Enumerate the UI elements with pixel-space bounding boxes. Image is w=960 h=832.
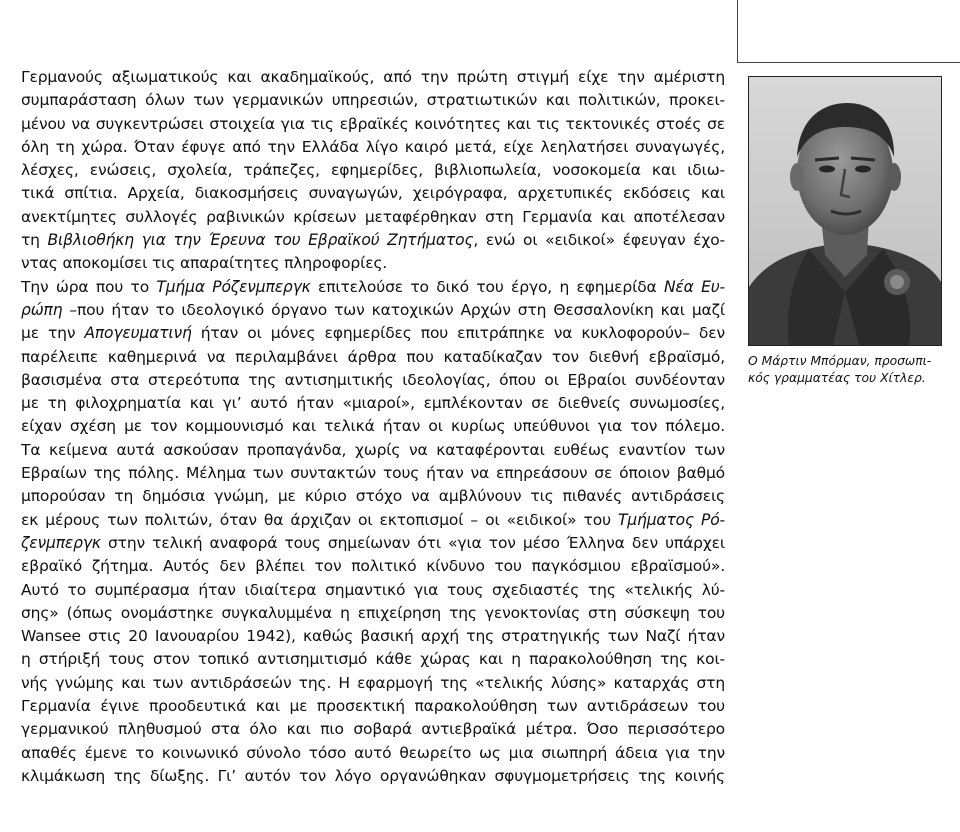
text-line [21,742,725,765]
text-segment: ανεκτίμητες συλλογές ραβινικών κρίσεων μεταφέρθηκαν στη Γερμανία και αποτέλεσαν [21,207,725,226]
text-line [21,485,725,508]
text-line [21,322,725,345]
text-line [21,532,725,555]
italic-title: Τμήματος Ρό- [617,510,725,529]
text-segment: Γερμανούς αξιωματικούς και ακαδημαϊκούς, από την πρώτη στιγμή είχε την αμέριστη [21,68,725,86]
text-line [21,66,725,89]
text-segment: Την ώρα που το [21,277,157,296]
text-line [21,113,725,136]
text-segment: απαθές έμενε το κοινωνικό σύνολο τόσο αυτό θεωρείτο ως μια σιωπηρή άδεια για την [21,743,725,762]
text-line [21,695,725,718]
text-line [21,765,725,788]
text-segment: μένου να συγκεντρώσει στοιχεία για τις εβραϊκές κοινότητες και τις τεκτονικές στοές σε [21,114,725,133]
text-line [21,648,725,671]
text-line [21,182,725,205]
text-segment: επιτελούσε το δικό του έργο, η εφημερίδα [310,277,664,296]
text-segment: είχαν σχέση με τον κομμουνισμό και τελικά ήταν οι κυρίως υπεύθυνοι για τον πόλεμο. [21,417,725,436]
text-segment: στην τελική αναφορά τους σημείωναν ότι «για τον μέσο Έλληνα δεν υπάρχει [100,533,725,552]
text-segment: εβραϊκό ζήτημα. Αυτός δεν βλέπει τον πολιτικό κίνδυνο του παγκόσμιου εβραϊσμού». [21,557,725,576]
portrait-photo [748,76,942,346]
text-segment: με τη φιλοχρηματία και γι’ αυτό ήταν «μιαροί», εμπλέκονταν σε διεθνείς συνωμοσίες, [21,394,725,413]
italic-title: ρώπη [21,300,63,319]
text-line [21,672,725,695]
text-segment: παρέλειπε καθημερινά να περιλαμβάνει άρθρα που καταδίκαζαν τον διεθνή εβραϊσμό, [21,347,725,366]
text-line [21,602,725,625]
text-line [21,346,725,369]
text-line [21,509,725,532]
text-segment: συμπαράσταση όλων των γερμανικών υπηρεσιών, στρατιωτικών και πολιτικών, προκει- [21,91,725,110]
text-line [21,415,725,438]
text-segment: τη [21,231,48,250]
text-segment: ήταν οι μόνες εφημερίδες που επιτράπηκε να κυκλοφορούν– δεν [191,324,726,343]
italic-title: Τμήμα Ρόζενμπεργκ [156,277,311,296]
italic-title: Νέα Ευ- [663,277,725,296]
frame-rule-vertical [737,0,738,62]
text-segment: βασισμένα στα στερεότυπα της αντισημιτικής ιδεολογίας, όπου οι Εβραίοι συνδέονταν [21,370,725,389]
text-segment: γερμανικού πληθυσμού στα όλο και πιο σοβαρά αντιεβραϊκά μέτρα. Όσο περισσότερο [21,720,725,739]
text-segment: Γερμανία έγινε προοδευτικά και με προσεκτική παρακολούθηση των αντιδράσεων του [21,697,725,716]
text-line [21,579,725,602]
text-line [21,252,725,275]
text-segment: όλη τη χώρα. Όταν έφυγε από την Ελλάδα λίγο καιρό μετά, είχε λεηλατήσει συναγωγές, [21,137,725,156]
text-line [21,89,725,112]
text-segment: , ενώ οι «ειδικοί» έφευγαν έχο- [473,231,725,250]
text-segment: εκ μέρους των πολιτών, όταν θα άρχιζαν οι εκτοπισμοί – οι «ειδικοί» του [21,510,618,529]
text-segment: Τα κείμενα αυτά ασκούσαν προπαγάνδα, χωρίς να καταφέρονται ευθέως εναντίον των [21,440,725,459]
text-segment: νής γνώμης και των αντιδράσεών της. Η εφαρμογή της «τελικής λύσης» καταρχάς στη [21,673,725,692]
italic-title: ζενμπεργκ [21,533,101,552]
photo-caption [748,353,948,386]
text-line [21,555,725,578]
text-segment: ντας αποκομίσει τις απαραίτητες πληροφορίες. [21,254,388,273]
text-segment: –που ήταν το ιδεολογικό όργανο των κατοχικών Αρχών στη Θεσσαλονίκη και μαζί [62,300,725,319]
text-line [21,206,725,229]
text-line [21,439,725,462]
text-line [21,718,725,741]
text-line [21,625,725,648]
text-segment: τικά σπίτια. Αρχεία, διακοσμήσεις συναγωγών, χειρόγραφα, αρχετυπικές εκδόσεις και [21,184,725,203]
text-line [21,276,725,299]
text-segment: με την [21,324,85,343]
text-line [21,299,725,322]
text-segment: Wansee στις 20 Ιανουαρίου 1942), καθώς βασική αρχή της στρατηγικής των Ναζί ήταν [21,627,725,646]
text-segment: λέσχες, ενώσεις, σχολεία, τράπεζες, εφημερίδες, βιβλιοπωλεία, νοσοκομεία και ιδιω- [21,161,725,180]
text-line [21,229,725,252]
text-line [21,136,725,159]
caption-line-1: Ο Μάρτιν Μπόρμαν, προσωπι- [748,354,932,368]
text-segment: Εβραίων της πόλης. Μέλημα των συντακτών τους ήταν να επηρεάσουν σε όποιον βαθμό [21,464,725,483]
text-line [21,159,725,182]
text-segment: Αυτό το συμπέρασμα ήταν ιδιαίτερα σημαντικό για τους σχεδιαστές της «τελικής λύ- [21,580,725,599]
article-body [21,66,725,788]
caption-line-2: κός γραμματέας του Χίτλερ. [748,370,926,385]
text-segment: κλιμάκωση της δίωξης. Γι’ αυτόν τον λόγο οργανώθηκαν σφυγμομετρήσεις της κοινής [21,766,725,785]
text-segment: σης» (όπως ονομάστηκε συγκαλυμμένα η επιχείρηση της γενοκτονίας στη σύσκεψη του [21,603,725,622]
text-line [21,392,725,415]
frame-rule-horizontal [737,62,960,63]
text-segment: η στήριξή τους στον τοπικό αντισημιτισμό κάθε χώρας και η παρακολούθηση της κοι- [21,650,725,669]
text-line [21,369,725,392]
portrait-image [749,77,941,345]
italic-title: Βιβλιοθήκη για την Έρευνα του Εβραϊκού Ζητήματος [47,231,474,250]
italic-title: Απογευματινή [84,324,192,343]
text-line [21,462,725,485]
text-segment: μπορούσαν τη δημόσια γνώμη, με κύριο στόχο να αμβλύνουν τις πιθανές αντιδράσεις [21,487,725,506]
